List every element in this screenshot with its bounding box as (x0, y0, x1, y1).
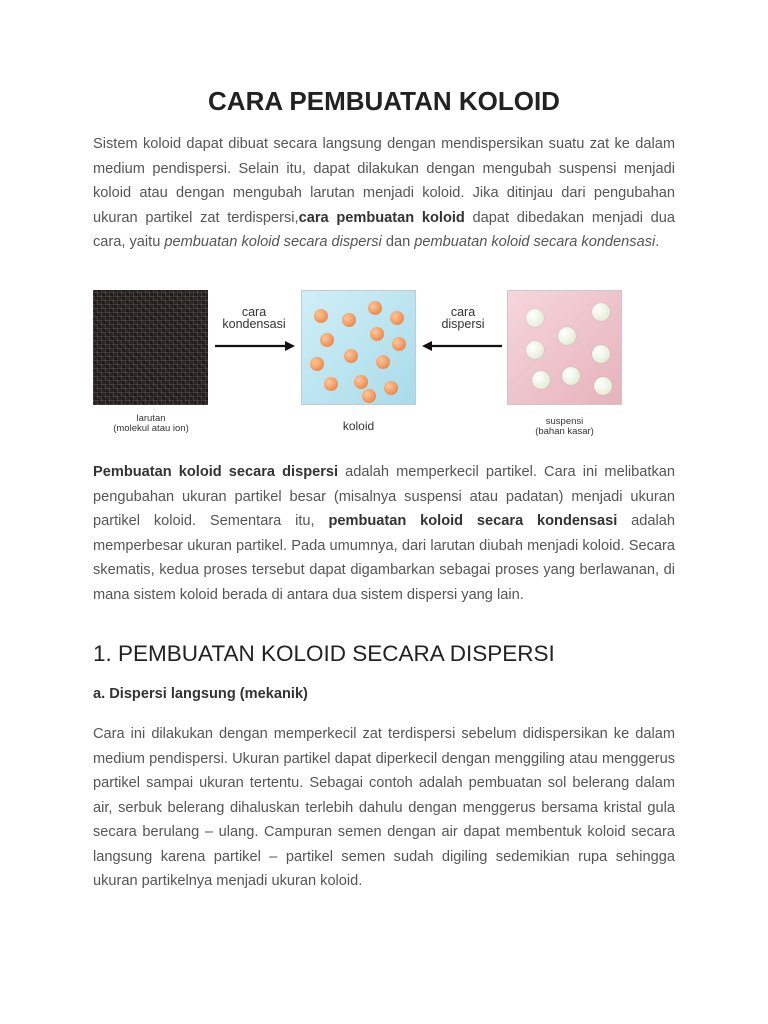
explanation-text-2: adalah memperbesar ukuran partikel. Pada umumnya, dari larutan diubah menjadi koloid. Secara skematis, kedua proses tersebut dapat digambarkan sebagai proses yang berlawanan, di mana sistem koloid berada di antara dua sistem dispersi yang lain. (93, 513, 675, 603)
koloid-particle (342, 313, 356, 327)
koloid-particle (376, 355, 390, 369)
kondensasi-label-line2: kondensasi (222, 317, 286, 331)
koloid-particle (314, 309, 328, 323)
suspensi-caption (507, 417, 622, 437)
larutan-caption-line1: larutan (136, 413, 166, 424)
koloid-particle (392, 337, 406, 351)
larutan-caption (97, 414, 205, 434)
intro-italic-dispersi: pembuatan koloid secara dispersi (164, 234, 382, 250)
subheading-dispersi-langsung: a. Dispersi langsung (mekanik) (93, 686, 308, 702)
dispersi-arrow-label (423, 306, 503, 330)
explanation-text-1: adalah memperkecil partikel. Cara ini melibatkan pengubahan ukuran partikel besar (misalnya suspensi atau padatan) menjadi ukuran partikel koloid. Sementara itu, (93, 464, 675, 529)
suspensi-particle (592, 345, 610, 363)
page-title: CARA PEMBUATAN KOLOID (208, 86, 560, 116)
suspensi-particle (526, 341, 544, 359)
section-heading-dispersi: 1. PEMBUATAN KOLOID SECARA DISPERSI (93, 641, 555, 666)
koloid-particle (310, 357, 324, 371)
suspensi-particle (562, 367, 580, 385)
suspensi-particle (592, 303, 610, 321)
kondensasi-label-line1: cara (241, 305, 267, 319)
koloid-box (301, 290, 416, 405)
koloid-particle (368, 301, 382, 315)
koloid-particle (324, 377, 338, 391)
dispersi-label-line2: dispersi (441, 317, 485, 331)
koloid-particle (370, 327, 384, 341)
kondensasi-arrow-label (212, 306, 296, 330)
koloid-particle (362, 389, 376, 403)
bold-pembuatan-dispersi: Pembuatan koloid secara dispersi (93, 464, 339, 480)
bold-pembuatan-kondensasi: pembuatan koloid secara kondensasi (328, 513, 618, 529)
suspensi-particle (526, 309, 544, 327)
koloid-particle (320, 333, 334, 347)
intro-text-2: dapat dibedakan menjadi dua cara, yaitu (93, 209, 675, 250)
suspensi-particle (532, 371, 550, 389)
colloid-diagram-figure (93, 287, 627, 442)
intro-italic-kondensasi: pembuatan koloid secara kondensasi (414, 234, 656, 250)
koloid-particle (390, 311, 404, 325)
intro-text-1: Sistem koloid dapat dibuat secara langsung dengan mendispersikan suatu zat ke dalam medium pendispersi. Selain itu, dapat dilakukan dengan mengubah suspensi menjadi koloid atau dengan mengubah larutan menjadi koloid. Jika ditinjau dari pengubahan ukuran partikel zat terdispersi, (93, 136, 675, 226)
koloid-particle (354, 375, 368, 389)
koloid-particle (344, 349, 358, 363)
intro-text-4: . (655, 234, 660, 250)
suspensi-caption-line2: (bahan kasar) (535, 426, 594, 437)
suspensi-particle (558, 327, 576, 345)
koloid-caption: koloid (342, 419, 375, 433)
dispersi-langsung-paragraph: Cara ini dilakukan dengan memperkecil zat terdispersi sebelum didispersikan ke dalam medium pendispersi. Ukuran partikel dapat diperkecil dengan menggiling atau menggerus partikel sampai ukuran tertentu. Sebagai contoh adalah pembuatan sol belerang dalam air, serbuk belerang dihaluskan terlebih dahulu dengan menggerus bersama kristal gula secara berulang – ulang. Campuran semen dengan air dapat membentuk koloid secara langsung karena partikel – partikel semen sudah digiling sedemikian rupa sehingga ukuran partikelnya menjadi ukuran koloid. (93, 726, 675, 889)
arrow-right-icon (215, 340, 295, 352)
intro-text-3: dan (381, 234, 415, 250)
larutan-box (93, 290, 208, 405)
suspensi-caption-line1: suspensi (545, 416, 584, 427)
arrow-left-icon (422, 340, 502, 352)
suspensi-box (507, 290, 622, 405)
explanation-paragraph (93, 460, 675, 607)
dispersi-label-line1: cara (450, 305, 476, 319)
suspensi-particle (594, 377, 612, 395)
koloid-particle (384, 381, 398, 395)
intro-paragraph (93, 132, 675, 255)
intro-bold-cara-pembuatan-koloid: cara pembuatan koloid (298, 209, 465, 226)
larutan-caption-line2: (molekul atau ion) (113, 423, 189, 434)
